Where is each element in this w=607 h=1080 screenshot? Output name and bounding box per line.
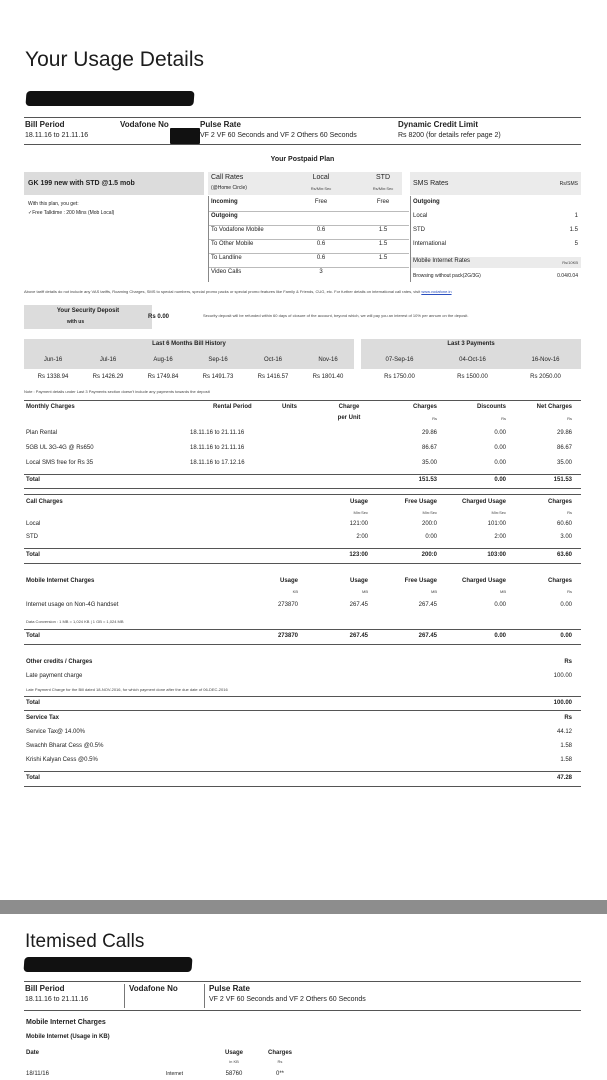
internet-kb-unit: KB [292,589,298,594]
monthly-row-period: 18.11.16 to 21.11.16 [190,430,245,436]
credit-limit-value: Rs 8200 (for details refer page 2) [398,132,501,139]
discounts-unit: Rs [501,416,506,421]
p2-charges-heading: Charges [267,1050,292,1056]
call-total-charges: 63.60 [556,552,572,558]
internet-total-kb: 273870 [277,633,298,639]
free-talktime-text: ✓Free Talktime : 200 Mins (Mob Local) [28,210,115,216]
call-charge-amount: 3.00 [560,534,572,540]
pulse-rate-label: Pulse Rate [200,120,241,129]
bill-history-heading: Last 6 Months Bill History [152,341,226,347]
p2-mobile-internet-heading: Mobile Internet Charges [26,1019,106,1026]
history-amount: Rs 1416.57 [257,374,289,380]
monthly-row-charges: 35.00 [421,460,437,466]
net-charges-heading: Net Charges [536,404,572,410]
pulse-rate-value: VF 2 VF 60 Seconds and VF 2 Others 60 Seconds [200,132,357,139]
charges-unit: Rs [432,416,437,421]
monthly-row-period: 18.11.16 to 17.12.16 [190,460,245,466]
tax-total-value: 47.28 [556,775,572,781]
internet-usage-kb-heading: Usage [279,578,298,584]
monthly-row-charges: 29.86 [421,430,437,436]
payment-amount: Rs 2050.00 [530,374,561,380]
sms-rate-label: Outgoing [413,199,440,205]
call-rate-local: Free [314,199,328,205]
call-charged-heading: Charged Usage [461,499,506,505]
tariff-note: Above tariff details do not include any VAS tariffs, Roaming Charges, SMS to special numbers, special promo packs or special promo features like Family & Friends, CUG, etc. For further details on international call rates, visit [24,289,421,294]
call-total-label: Total [26,552,40,558]
call-charge-charged: 2:00 [494,534,506,540]
internet-charged-unit: MB [500,589,506,594]
call-charge-free: 200:0 [421,521,437,527]
per-unit-heading: per Unit [337,415,361,421]
call-rate-label: To Vodafone Mobile [211,227,264,233]
late-payment-note: Late Payment Charge for the Bill dated 18-NOV-2016, for which payment done after the due date of 06-DEC-2016 [26,687,228,692]
history-amount: Rs 1801.40 [312,374,344,380]
data-conversion-note: Data Conversion : 1 MB = 1,024 KB | 1 GB = 1,024 MB [26,619,124,624]
last-payments-heading: Last 3 Payments [447,341,495,347]
call-usage-heading: Usage [349,499,368,505]
p2-charges-unit: Rs [277,1059,283,1064]
call-rate-label: To Other Mobile [211,241,254,247]
p2-bill-period-value: 18.11.16 to 21.11.16 [25,996,89,1003]
internet-total-free: 267.45 [418,633,437,639]
call-rate-label: Video Calls [211,269,242,275]
call-usage-unit: Min:Sec [353,510,368,515]
history-month: Sep-16 [208,357,228,363]
deposit-value: Rs 0.00 [148,314,170,320]
rental-period-heading: Rental Period [213,404,252,410]
monthly-row-discounts: 0.00 [494,430,506,436]
vodafone-no-label: Vodafone No [120,120,169,129]
call-rate-local: 0.6 [316,241,326,247]
internet-row-mb: 267.45 [349,602,368,608]
p2-row-charges: 0** [275,1071,284,1077]
discounts-heading: Discounts [476,404,506,410]
sms-rate-value: 5 [574,241,578,247]
history-month: Aug-16 [153,357,173,363]
sms-rate-value: 1 [574,213,578,219]
call-charges-col-heading: Charges [547,499,572,505]
history-amount: Rs 1749.84 [147,374,179,380]
payment-amount: Rs 1500.00 [457,374,488,380]
call-free-heading: Free Usage [404,499,437,505]
sms-rate-label: International [413,241,447,247]
call-rate-std: 1.5 [378,241,388,247]
local-unit: Rs/Min:Sec [310,186,332,191]
monthly-row-label: Plan Rental [26,430,58,436]
monthly-row-discounts: 0.00 [494,460,506,466]
browsing-value: 0.04/0.04 [557,273,578,279]
other-rs: Rs [564,659,572,665]
deposit-label: Your Security Deposit [56,308,120,314]
call-charge-amount: 60.60 [556,521,572,527]
home-circle-label: (@Home Circle) [211,185,247,191]
sms-unit: Rs/SMS [559,181,578,187]
p2-pulse-rate-label: Pulse Rate [209,984,250,993]
monthly-total-label: Total [26,477,40,483]
call-charges-heading: Call Charges [26,499,63,505]
monthly-row-label: Local SMS free for Rs 35 [26,460,94,466]
service-tax-rs: Rs [564,715,572,721]
call-charges-unit: Rs [567,510,572,515]
p2-usage-heading: Usage [224,1050,243,1056]
itemised-title: Itemised Calls [25,931,145,952]
charge-heading: Charge [338,404,360,410]
deposit-sub: with us [66,319,85,325]
itemised-header [24,981,581,1011]
call-rate-local: 0.6 [316,227,326,233]
monthly-total-net: 151.53 [553,477,572,483]
history-amount: Rs 1491.73 [202,374,234,380]
internet-total-label: Total [26,633,40,639]
p2-bill-period-label: Bill Period [25,984,65,993]
history-month: Oct-16 [263,357,282,363]
units-heading: Units [282,404,297,410]
payment-amount: Rs 1750.00 [384,374,415,380]
p2-usage-unit: in KB [229,1059,239,1064]
monthly-total-charges: 151.53 [418,477,437,483]
call-charge-free: 0:00 [425,534,437,540]
monthly-row-net: 86.67 [556,445,572,451]
postpaid-plan-heading: Your Postpaid Plan [270,156,335,163]
monthly-row-charges: 86.67 [421,445,437,451]
call-total-free: 200:0 [421,552,437,558]
call-rate-label: To Landline [211,255,242,261]
monthly-row-period: 18.11.16 to 21.11.16 [190,445,245,451]
payment-date: 16-Nov-16 [531,357,560,363]
std-unit: Rs/Min:Sec [372,186,394,191]
call-rate-label: Outgoing [211,213,238,219]
tax-total-label: Total [26,775,40,781]
deposit-note: Security deposit will be refunded within 60 days of closure of the account, beyond which, we will pay you an interest of 10% per annum on the deposit. [203,313,469,318]
internet-charges-col-heading: Charges [547,578,572,584]
call-rate-label: Incoming [211,199,238,205]
tax-row-value: 1.58 [560,743,572,749]
p2-row-type: Internet [166,1071,183,1077]
tax-row-label: Service Tax@ 14.00% [26,729,86,735]
call-charge-usage: 121:00 [349,521,368,527]
internet-row-free: 267.45 [418,602,437,608]
std-col-label: STD [376,174,390,181]
history-month: Jul-16 [99,357,117,363]
monthly-charges-heading: Monthly Charges [26,404,75,410]
page-separator [0,900,607,914]
internet-free-unit: MB [431,589,437,594]
history-month: Nov-16 [318,357,338,363]
call-charge-charged: 101:00 [487,521,506,527]
page-title: Your Usage Details [25,48,204,71]
itemised-calls-page [0,914,607,1080]
payment-date: 07-Sep-16 [385,357,414,363]
p2-mobile-internet-sub: Mobile Internet (Usage in KB) [26,1034,110,1040]
history-amount: Rs 1338.94 [37,374,69,380]
sms-rate-label: STD [413,227,425,233]
sms-rate-label: Local [413,213,428,219]
internet-mb-unit: MB [362,589,368,594]
history-amount: Rs 1426.29 [92,374,124,380]
call-charged-unit: Min:Sec [491,510,506,515]
other-charges-heading: Other credits / Charges [26,659,93,665]
plan-name: GK 199 new with STD @1.5 mob [28,180,135,187]
internet-row-charged: 0.00 [494,602,506,608]
other-total-value: 100.00 [553,700,572,706]
call-rate-std: 1.5 [378,227,388,233]
internet-row-kb: 273870 [277,602,298,608]
tax-row-label: Krishi Kalyan Cess @0.5% [26,757,98,763]
late-payment-label: Late payment charge [26,673,83,679]
sms-rates-label: SMS Rates [413,180,449,187]
call-free-unit: Min:Sec [422,510,437,515]
internet-row-charges: 0.00 [560,602,572,608]
internet-total-charges: 0.00 [560,633,572,639]
tax-row-label: Swachh Bharat Cess @0.5% [26,743,104,749]
p2-vodafone-no-label: Vodafone No [129,984,178,993]
call-total-usage: 123:00 [349,552,368,558]
vodafone-link[interactable]: www.vodafone.in [421,289,452,294]
monthly-total-discounts: 0.00 [494,477,506,483]
with-plan-label: With this plan, you get: [28,201,79,207]
net-charges-unit: Rs [567,416,572,421]
p2-row-usage: 58760 [225,1071,243,1077]
browsing-label: Browsing without pack(2G/3G) [413,273,481,279]
tax-row-value: 1.58 [560,757,572,763]
bill-period-value: 18.11.16 to 21.11.16 [25,132,89,139]
service-tax-heading: Service Tax [26,715,59,721]
internet-usage-mb-heading: Usage [349,578,368,584]
tax-row-value: 44.12 [556,729,572,735]
bill-header [24,117,581,145]
internet-charged-heading: Charged Usage [461,578,506,584]
call-rate-local: 0.6 [316,255,326,261]
mobile-internet-rates-label: Mobile Internet Rates [413,258,471,264]
p2-row-date: 18/11/16 [26,1071,49,1077]
bill-period-label: Bill Period [25,120,65,129]
call-rate-local: 3 [319,269,323,275]
monthly-row-net: 29.86 [556,430,572,436]
call-rates-label: Call Rates [211,174,244,181]
late-payment-value: 100.00 [553,673,572,679]
monthly-row-discounts: 0.00 [494,445,506,451]
charges-heading: Charges [412,404,437,410]
internet-charges-heading: Mobile Internet Charges [26,578,95,584]
monthly-row-label: 5GB UL 3G-4G @ Rs650 [26,445,94,451]
history-month: Jun-16 [43,357,63,363]
call-charge-label: Local [26,521,41,527]
call-rate-std: Free [376,199,390,205]
redacted-account-name [25,91,194,106]
p2-pulse-rate-value: VF 2 VF 60 Seconds and VF 2 Others 60 Seconds [209,996,366,1003]
internet-charges-unit: Rs [567,589,572,594]
internet-row-label: Internet usage on Non-4G handset [26,602,119,608]
monthly-row-net: 35.00 [556,460,572,466]
payments-note: Note : Payment details under Last 3 Payments section doesn't include any payments towards the deposit [24,389,210,394]
call-total-charged: 103:00 [487,552,506,558]
local-col-label: Local [312,174,330,181]
call-rate-std: 1.5 [378,255,388,261]
p2-date-heading: Date [26,1050,40,1056]
redacted-account-name-2 [23,957,192,972]
credit-limit-label: Dynamic Credit Limit [398,120,479,129]
call-charge-label: STD [26,534,38,540]
internet-total-charged: 0.00 [494,633,506,639]
redacted-number [170,128,200,144]
internet-free-heading: Free Usage [404,578,437,584]
payment-date: 04-Oct-16 [459,357,486,363]
other-total-label: Total [26,700,40,706]
sms-rate-value: 1.5 [569,227,578,233]
call-charge-usage: 2:00 [356,534,368,540]
internet-total-mb: 267.45 [349,633,368,639]
mobile-internet-unit: Rs/10KB [562,260,578,265]
